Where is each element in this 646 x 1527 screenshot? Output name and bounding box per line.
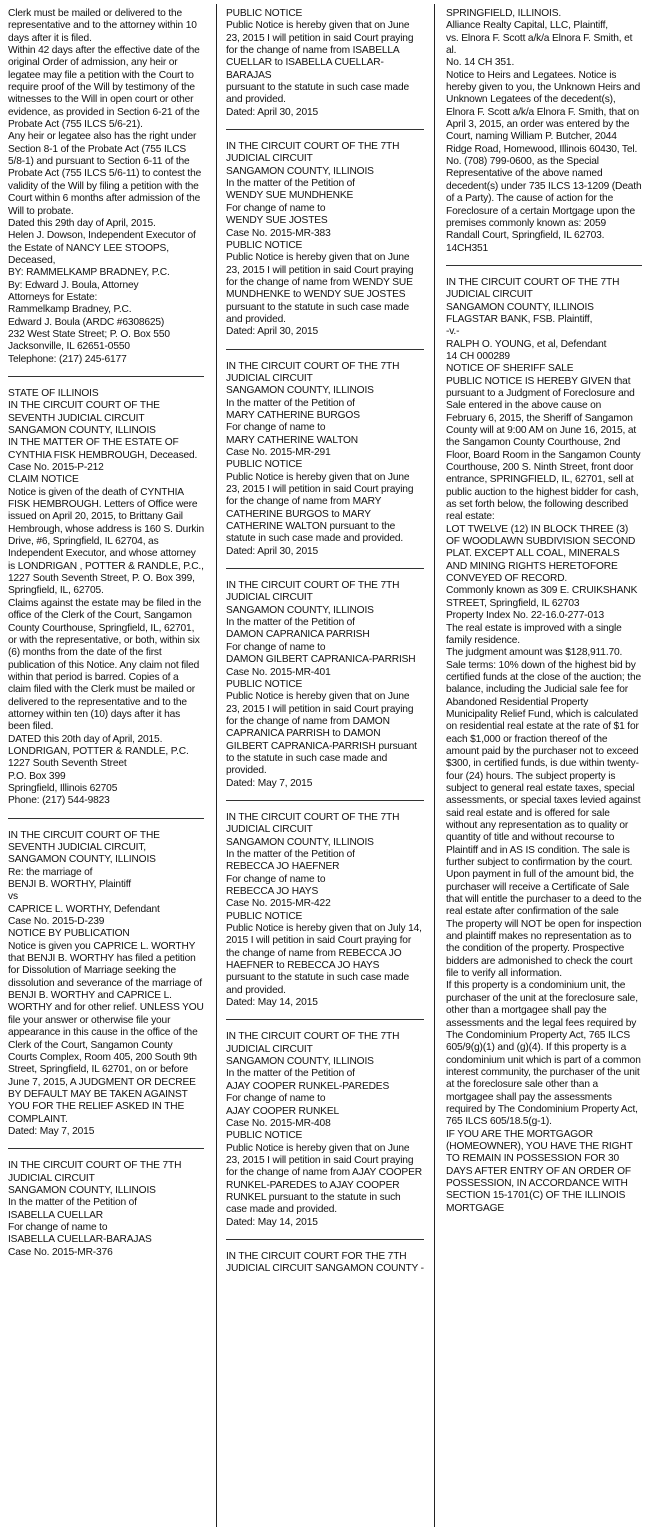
notice-text-line: 14 CH 000289 bbox=[446, 350, 510, 362]
notice-text-line: Edward J. Boula (ARDC #6308625) bbox=[8, 316, 165, 328]
notice-text-line: SANGAMON COUNTY, ILLINOIS bbox=[226, 385, 374, 397]
legal-notice bbox=[226, 812, 424, 1021]
notice-text-line: Dated: May 14, 2015 bbox=[226, 997, 318, 1009]
notice-text-line: FLAGSTAR BANK, FSB. Plaintiff, bbox=[446, 313, 593, 325]
notice-text-line: vs bbox=[8, 891, 18, 903]
notice-text-line: Public Notice is hereby given that on June 23, 2015 I will petition in said Court praying for the change of name from ISABELLA CUELLAR to ISABELLA CUELLAR-BARAJAS bbox=[226, 20, 414, 81]
notice-text-line: P.O. Box 399 bbox=[8, 770, 66, 782]
notice-text-line: Jacksonville, IL 62651-0550 bbox=[8, 341, 130, 353]
notice-text-line: 14CH351 bbox=[446, 242, 488, 254]
notice-text-line: For change of name to bbox=[8, 1221, 108, 1233]
notice-text-line: No. 14 CH 351. bbox=[446, 57, 515, 69]
notice-text-line: ISABELLA CUELLAR bbox=[8, 1209, 103, 1221]
notice-text-line: ISABELLA CUELLAR-BARAJAS bbox=[8, 1234, 152, 1246]
notice-text-line: -v.- bbox=[446, 326, 460, 338]
notice-text-line: Case No. 2015-MR-376 bbox=[8, 1246, 113, 1258]
notice-text-line: 1227 South Seventh Street bbox=[8, 758, 127, 770]
notice-text-line: Public Notice is hereby given that on June 23, 2015 I will petition in said Court praying for the change of name from AJAY COOPER RUNKEL-PAREDES to AJAY COOPER RUNKEL pursuant to the statute in such case made and provided. bbox=[226, 1142, 422, 1216]
notice-text-line: Attorneys for Estate: bbox=[8, 291, 98, 303]
notice-text-line: For change of name to bbox=[226, 873, 326, 885]
notice-text-line: WENDY SUE MUNDHENKE bbox=[226, 190, 354, 202]
notice-text-line: MARY CATHERINE WALTON bbox=[226, 434, 358, 446]
notice-text-line: BENJI B. WORTHY, Plaintiff bbox=[8, 879, 131, 891]
notice-text-line: Springfield, Illinois 62705 bbox=[8, 782, 118, 794]
notice-text-line: Helen J. Dowson, Independent Executor of the Estate of NANCY LEE STOOPS, Deceased, bbox=[8, 230, 196, 266]
notice-text-line: SANGAMON COUNTY, ILLINOIS bbox=[226, 165, 374, 177]
notice-text-line: NOTICE BY PUBLICATION bbox=[8, 928, 130, 940]
legal-notice bbox=[226, 361, 424, 570]
notice-text-line: Dated: May 7, 2015 bbox=[8, 1125, 95, 1137]
notice-text-line: REBECCA JO HAYS bbox=[226, 886, 319, 897]
notice-text-line: Alliance Realty Capital, LLC, Plaintiff, bbox=[446, 20, 608, 32]
notice-text-line: Public Notice is hereby given that on June 23, 2015 I will petition in said Court praying for the change of name from DAMON CAPRANICA PARRISH to DAMON GILBERT CAPRANICA-PARRISH pursuant to the statute in such case made and provided. bbox=[226, 691, 417, 777]
notice-text-line: PUBLIC NOTICE IS HEREBY GIVEN that pursuant to a Judgment of Foreclosure and Sale entered in the above cause on February 6, 2015, the Sheriff of Sangamon County will at 9:00 AM on June 16, 2015, at the Sangamon County Courthouse, 2nd Floor, Board Room in the Sangamon County Courthouse, 200 S. Ninth Street, front door entrance, SPRINGFIELD, IL, 62701, sell at public auction to the highest bidder for cash, as set forth below, the following described real estate: bbox=[446, 375, 641, 523]
notice-text-line: SANGAMON COUNTY, ILLINOIS bbox=[226, 836, 374, 848]
notice-text-line: BY: RAMMELKAMP BRADNEY, P.C. bbox=[8, 267, 170, 279]
notice-text-line: Case No. 2015-D-239 bbox=[8, 916, 105, 928]
notice-text-line: Dated: May 14, 2015 bbox=[226, 1216, 318, 1228]
notice-text-line: PUBLIC NOTICE bbox=[226, 239, 303, 251]
notice-text-line: Phone: (217) 544-9823 bbox=[8, 795, 110, 807]
notice-text-line: LONDRIGAN, POTTER & RANDLE, P.C. bbox=[8, 745, 189, 757]
notice-text-line: Public Notice is hereby given that on July 14, 2015 I will petition in said Court praying for the change of name from REBECCA JO HAEFNER to REBECCA JO HAYS bbox=[226, 923, 422, 972]
notice-text-line: In the matter of the Petition of bbox=[226, 848, 355, 860]
notice-text-line: Case No. 2015-MR-383 bbox=[226, 227, 331, 239]
notice-text-line: Notice is given you CAPRICE L. WORTHY that BENJI B. WORTHY has filed a petition for Dissolution of Marriage seeking the dissolution and severance of the marriage of BENJI B. WORTHY and CAPRICE L. WORTHY and for other relief. UNLESS YOU file your answer or otherwise file your appearance in this cause in the office of the Clerk of the Court, Sangamon County Courts Complex, Room 405, 200 South 9th Street, Springfield, IL 62701, on or before June 7, 2015, A JUDGMENT OR DECREE BY DEFAULT MAY BE TAKEN AGAINST YOU FOR THE RELIEF ASKED IN THE COMPLAINT. bbox=[8, 940, 204, 1125]
notice-text-line: Upon payment in full of the amount bid, the purchaser will receive a Certificate of Sale that will entitle the purchaser to a deed to the real estate after confirmation of the sale bbox=[446, 869, 642, 918]
notice-text-line: IN THE CIRCUIT COURT OF THE 7TH JUDICIAL CIRCUIT bbox=[226, 811, 400, 836]
notice-text-line: RALPH O. YOUNG, et al, Defendant bbox=[446, 338, 607, 350]
legal-notice bbox=[8, 8, 204, 377]
notice-text-line: The judgment amount was $128,911.70. Sale terms: 10% down of the highest bid by certified funds at the close of the auction; the balance, including the Judicial sale fee for Abandoned Residential Property Municipality Relief Fund, which is calculated on residential real estate at the rate of $1 for each $1,000 or fraction thereof of the amount paid by the purchaser not to exceed $300, in certified funds, is due within twenty-four (24) hours. The subject property is subject to general real estate taxes, special assessments, or special taxes levied against said real estate and is offered for sale without any representation as to quality or quantity of title and without recourse to Plaintiff and in AS IS condition. The sale is further subject to confirmation by the court. bbox=[446, 647, 641, 869]
legal-notice bbox=[446, 277, 642, 1225]
notice-text-line: WENDY SUE JOSTES bbox=[226, 215, 328, 227]
notice-text-line: pursuant to the statute in such case made and provided. bbox=[226, 82, 410, 106]
notice-text-line: IN THE CIRCUIT COURT OF THE SEVENTH JUDICIAL CIRCUIT SANGAMON COUNTY, ILLINOIS bbox=[8, 400, 160, 436]
notice-text-line: Clerk must be mailed or delivered to the representative and to the attorney within 10 days after it is filed. bbox=[8, 8, 197, 44]
notice-text-line: IN THE CIRCUIT COURT OF THE 7TH JUDICIAL CIRCUIT bbox=[226, 580, 400, 604]
notice-column-2 bbox=[226, 8, 424, 1527]
notice-text-line: PUBLIC NOTICE bbox=[226, 678, 303, 690]
column-divider bbox=[216, 4, 217, 1527]
notice-text-line: In the matter of the Petition of bbox=[226, 178, 355, 190]
notice-text-line: Case No. 2015-P-212 bbox=[8, 462, 104, 474]
notice-text-line: Telephone: (217) 245-6177 bbox=[8, 353, 127, 365]
notice-text-line: IN THE CIRCUIT COURT OF THE SEVENTH JUDICIAL CIRCUIT, SANGAMON COUNTY, ILLINOIS bbox=[8, 829, 160, 866]
notice-text-line: REBECCA JO HAEFNER bbox=[226, 861, 340, 873]
legal-notice bbox=[226, 1251, 424, 1286]
notice-text-line: pursuant to the statute in such case made and provided. bbox=[226, 972, 410, 996]
notice-text-line: AJAY COOPER RUNKEL-PAREDES bbox=[226, 1080, 390, 1092]
notice-text-line: Notice is given of the death of CYNTHIA FISK HEMBROUGH. Letters of Office were issued on April 20, 2015, to Brittany Gail Hembrough, whose address is 160 S. Durkin Drive, #6, Springfield, IL 62704, as Independent Executor, and whose attorney is LONDRIGAN , POTTER & RANDLE, P.C., 1227 South Seventh Street, P. O. Box 399, Springfield, IL, 62705. bbox=[8, 486, 204, 597]
notice-text-line: IF YOU ARE THE MORTGAGOR (HOMEOWNER), YOU HAVE THE RIGHT TO REMAIN IN POSSESSION FOR 30 DAYS AFTER ENTRY OF AN ORDER OF POSSESSION, IN ACCORDANCE WITH SECTION 15-1701(C) OF THE ILLINOIS MORTGAGE bbox=[446, 1128, 633, 1214]
notice-text-line: Dated: April 30, 2015 bbox=[226, 106, 318, 118]
notice-text-line: The real estate is improved with a single family residence. bbox=[446, 622, 622, 646]
legal-notice bbox=[8, 1160, 204, 1269]
legal-notice bbox=[8, 830, 204, 1150]
notice-text-line: In the matter of the Petition of bbox=[8, 1197, 137, 1209]
notice-text-line: The property will NOT be open for inspection and plaintiff makes no representation as to the condition of the property. Prospective bidders are admonished to check the court file to verify all information. bbox=[446, 918, 642, 980]
legal-notice bbox=[446, 8, 642, 266]
notice-text-line: STATE OF ILLINOIS bbox=[8, 387, 99, 399]
notice-text-line: Within 42 days after the effective date of the original Order of admission, any heir or legatee may file a petition with the Court to require proof of the Will by testimony of the witnesses to the Will in open court or other evidence, as provided in Section 6-21 of the Probate Act (755 ILCS 5/6-21). bbox=[8, 45, 200, 131]
notice-text-line: For change of name to bbox=[226, 422, 326, 434]
notice-text-line: By: Edward J. Boula, Attorney bbox=[8, 279, 139, 291]
notice-text-line: DATED this 20th day of April, 2015. bbox=[8, 733, 163, 745]
notice-text-line: vs. Elnora F. Scott a/k/a Elnora F. Smith, et al. bbox=[446, 32, 633, 57]
notice-text-line: Public Notice is hereby given that on June 23, 2015 I will petition in said Court praying for the change of name from WENDY SUE MUNDHENKE to WENDY SUE JOSTES pursuant to the statute in such case made and provided. bbox=[226, 252, 414, 325]
notice-text-line: For change of name to bbox=[226, 202, 326, 214]
notice-text-line: Property Index No. 22-16.0-277-013 bbox=[446, 610, 604, 622]
notice-text-line: Rammelkamp Bradney, P.C. bbox=[8, 304, 132, 316]
notice-text-line: SPRINGFIELD, ILLINOIS. bbox=[446, 8, 562, 19]
legal-notice bbox=[226, 1031, 424, 1240]
notice-text-line: DAMON GILBERT CAPRANICA-PARRISH bbox=[226, 654, 416, 666]
notice-text-line: 232 West State Street; P. O. Box 550 bbox=[8, 328, 170, 340]
notice-text-line: Dated this 29th day of April, 2015. bbox=[8, 217, 156, 229]
notice-text-line: Re: the marriage of bbox=[8, 866, 93, 878]
notice-text-line: Any heir or legatee also has the right under Section 8-1 of the Probate Act (755 ILCS 5/8-1) and pursuant to Section 6-11 of the Probate Act (755 ILCS 5/6-11) to contest the validity of the Will by filing a petition with the Court within 6 months after admission of the Will to probate. bbox=[8, 131, 202, 217]
notice-text-line: Case No. 2015-MR-422 bbox=[226, 898, 331, 910]
notice-text-line: SANGAMON COUNTY, ILLINOIS bbox=[446, 301, 594, 313]
notice-text-line: In the matter of the Petition of bbox=[226, 617, 355, 629]
notice-text-line: Case No. 2015-MR-291 bbox=[226, 447, 331, 458]
notice-text-line: Public Notice is hereby given that on June 23, 2015 I will petition in said Court praying for the change of name from MARY CATHERINE BURGOS to MARY CATHERINE WALTON pursuant to the statute in such case made and provided. bbox=[226, 471, 414, 545]
notice-text-line: Claims against the estate may be filed in the office of the Clerk of the Court, Sangamon County Courthouse, Springfield, IL, 62701, or with the representative, or both, within six (6) months from the date of the first publication of this Notice. Any claim not filed within that period is barred. Copies of a claim filed with the Clerk must be mailed or delivered to the representative and to the attorney within ten (10) days after it has been filed. bbox=[8, 597, 202, 733]
notice-text-line: MARY CATHERINE BURGOS bbox=[226, 409, 360, 421]
notice-column-3 bbox=[446, 8, 642, 1527]
notice-text-line: Notice to Heirs and Legatees. Notice is hereby given to you, the Unknown Heirs and Unknown Legatees of the decedent(s), Elnora F. Scott a/k/a Elnora F. Smith, that on April 3, 2015, an order was entered by the Court, naming William P. Butcher, 2044 Ridge Road, Homewood, Illinois 60430, Tel. No. (708) 799-0600, as the Special Representative of the above named decedent(s) under 735 ILCS 13-1209 (Death of a Party). The cause of action for the Foreclosure of a certain Mortgage upon the premises commonly known as: 2059 Randall Court, Springfield, IL 62703. bbox=[446, 69, 642, 242]
notice-text-line: Case No. 2015-MR-408 bbox=[226, 1117, 331, 1129]
notice-text-line: IN THE CIRCUIT COURT OF THE 7TH JUDICIAL CIRCUIT bbox=[226, 141, 400, 165]
notice-text-line: PUBLIC NOTICE bbox=[226, 910, 303, 922]
notice-text-line: NOTICE OF SHERIFF SALE bbox=[446, 363, 574, 375]
notice-text-line: Case No. 2015-MR-401 bbox=[226, 666, 331, 678]
legal-notice bbox=[226, 580, 424, 801]
notice-text-line: SANGAMON COUNTY, ILLINOIS bbox=[226, 1056, 374, 1068]
notice-text-line: AJAY COOPER RUNKEL bbox=[226, 1105, 339, 1117]
notice-text-line: CAPRICE L. WORTHY, Defendant bbox=[8, 903, 160, 915]
notice-text-line: IN THE CIRCUIT COURT OF THE 7TH JUDICIAL CIRCUIT bbox=[446, 276, 620, 301]
notice-text-line: If this property is a condominium unit, the purchaser of the unit at the foreclosure sale, other than a mortgagee shall pay the assessments and the legal fees required by The Condominium Property Act, 765 ILCS 605/9(g)(1) and (g)(4). If this property is a condominium unit which is part of a common interest community, the purchaser of the unit at the foreclosure sale other than a mortgagee shall pay the assessments required by The Condominium Property Act, 765 ILCS 605/18.5(g-1). bbox=[446, 980, 641, 1128]
notice-text-line: SANGAMON COUNTY, ILLINOIS bbox=[226, 604, 374, 616]
notice-text-line: Dated: May 7, 2015 bbox=[226, 777, 313, 789]
notice-text-line: In the matter of the Petition of bbox=[226, 397, 355, 409]
notice-text-line: CLAIM NOTICE bbox=[8, 474, 79, 486]
column-divider bbox=[434, 4, 435, 1527]
notice-text-line: For change of name to bbox=[226, 1093, 326, 1105]
notice-text-line: SANGAMON COUNTY, ILLINOIS bbox=[8, 1184, 156, 1196]
notice-text-line: PUBLIC NOTICE bbox=[226, 8, 303, 19]
notice-text-line: IN THE MATTER OF THE ESTATE OF CYNTHIA FISK HEMBROUGH, Deceased. bbox=[8, 437, 198, 461]
notice-text-line: PUBLIC NOTICE bbox=[226, 1130, 303, 1142]
notice-text-line: DAMON CAPRANICA PARRISH bbox=[226, 629, 370, 641]
legal-notice bbox=[226, 141, 424, 350]
notice-text-line: IN THE CIRCUIT COURT OF THE 7TH JUDICIAL CIRCUIT bbox=[226, 1031, 400, 1055]
legal-notice bbox=[226, 8, 424, 130]
notice-text-line: LOT TWELVE (12) IN BLOCK THREE (3) OF WOODLAWN SUBDIVISION SECOND PLAT. EXCEPT ALL COAL, MINERALS AND MINING RIGHTS HERETOFORE CONVEYED OF RECORD. bbox=[446, 523, 636, 585]
notice-text-line: IN THE CIRCUIT COURT FOR THE 7TH JUDICIAL CIRCUIT SANGAMON COUNTY - bbox=[226, 1250, 424, 1275]
notice-text-line: IN THE CIRCUIT COURT OF THE 7TH JUDICIAL CIRCUIT bbox=[226, 360, 400, 384]
notice-text-line: For change of name to bbox=[226, 641, 326, 653]
notice-text-line: In the matter of the Petition of bbox=[226, 1068, 355, 1080]
notice-text-line: Dated: April 30, 2015 bbox=[226, 326, 318, 338]
legal-notice bbox=[8, 388, 204, 819]
notice-text-line: PUBLIC NOTICE bbox=[226, 459, 303, 471]
notice-column-1 bbox=[8, 8, 204, 1527]
notice-text-line: Commonly known as 309 E. CRUIKSHANK STREET, Springfield, IL 62703 bbox=[446, 585, 638, 609]
notice-text-line: Dated: April 30, 2015 bbox=[226, 545, 318, 557]
notice-text-line: IN THE CIRCUIT COURT OF THE 7TH JUDICIAL CIRCUIT bbox=[8, 1160, 182, 1184]
